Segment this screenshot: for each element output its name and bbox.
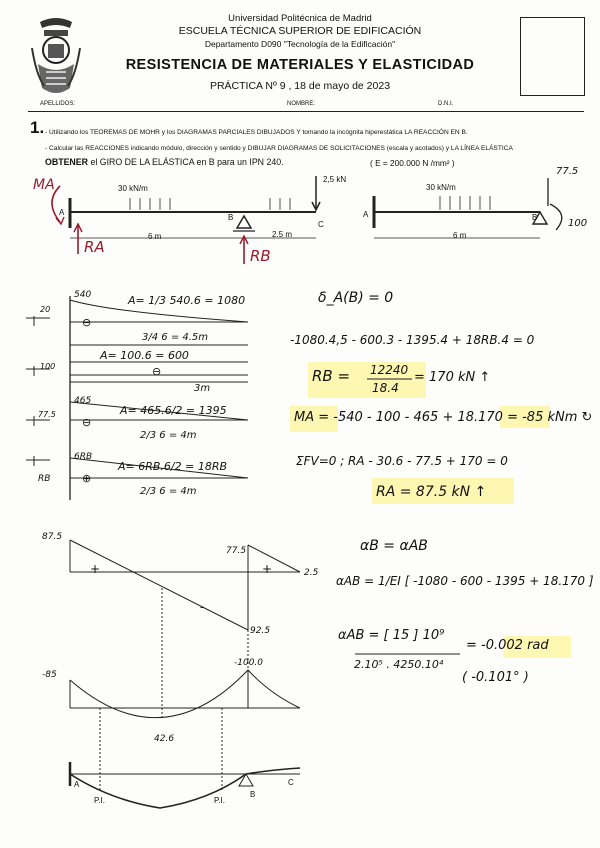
instruction-1: - Utilizando los TEOREMAS DE MOHR y los DIAGRAMAS PARCIALES DIBUJADOS Y tomando la incógnita hiperestática LA REACCIÓN EN B.	[45, 129, 468, 136]
calc-ma: MA = -540 - 100 - 465 + 18.170 = -85 kNm ↻	[294, 410, 593, 425]
problem-number: 1.	[30, 118, 45, 137]
shear-minus: -	[200, 600, 205, 614]
beam1-rb: RB	[250, 247, 271, 265]
calc-alpha-ab: αAB = 1/EI [ -1080 - 600 - 1395 + 18.170 ]	[336, 574, 594, 588]
partial1-sign: ⊖	[82, 316, 92, 329]
department-name: Departamento D090 "Tecnología de la Edificación"	[204, 39, 396, 49]
partial2-side: 100	[40, 362, 56, 371]
moment-m1: -85	[42, 670, 57, 680]
beam1-node-c: C	[318, 220, 324, 229]
beam2-node-a: A	[363, 210, 369, 219]
partial2-sign: ⊖	[152, 365, 162, 378]
beam2-node-b: B	[532, 213, 538, 222]
elastic-pi1: P.I.	[94, 796, 105, 805]
partial1-peak: 540	[74, 290, 92, 300]
calc-rb-num: 12240	[370, 363, 409, 377]
partial3-peak: 465	[74, 396, 92, 406]
partial1-centroid: 3/4 6 = 4.5m	[142, 332, 209, 343]
partial4-area: A= 6RB.6/2 = 18RB	[118, 460, 228, 473]
moment-m2: -100.0	[234, 658, 264, 668]
beam1-load: 30 kN/m	[118, 184, 148, 193]
calc-alpha-eq: αB = αAB	[360, 538, 428, 554]
calc-rb-lhs: RB =	[312, 367, 351, 385]
practice-line: PRÁCTICA Nº 9 , 18 de mayo de 2023	[209, 80, 391, 92]
calc-rb-res: = 170 kN ↑	[414, 370, 491, 385]
highlights	[290, 362, 571, 658]
partial3-sign: ⊖	[82, 416, 92, 429]
partial1-area: A= 1/3 540.6 = 1080	[128, 294, 246, 307]
calc-alpha-num: αAB = [ 15 ] 10⁹	[338, 628, 445, 643]
elastic-a: A	[74, 780, 80, 789]
partial2-area: A= 100.6 = 600	[100, 349, 189, 362]
partial3-area: A= 465.6/2 = 1395	[120, 404, 227, 417]
beam1-span1: 6 m	[148, 232, 162, 241]
moment-m3: 42.6	[154, 734, 175, 744]
modulus-note: ( E = 200.000 N /mm² )	[370, 158, 455, 168]
shear-v3: 92.5	[250, 626, 271, 636]
beam-2	[374, 178, 562, 238]
shear-plus-2: +	[262, 562, 273, 576]
partial3-side: 77.5	[38, 410, 56, 419]
elastic-b: B	[250, 790, 256, 799]
calc-ra: RA = 87.5 kN ↑	[376, 484, 487, 500]
calc-sum-fv: ΣFV=0 ; RA - 30.6 - 77.5 + 170 = 0	[296, 454, 508, 468]
shear-plus: +	[90, 562, 101, 576]
name-label: NOMBRE:	[287, 101, 316, 107]
beam2-moment2: 100	[568, 218, 588, 229]
instruction-2: - Calcular las REACCIONES indicando módulo, dirección y sentido y DIBUJAR DIAGRAMAS DE SOLICITACIONES (escala y acotados) y LA LÍNEA ELÁSTICA	[45, 145, 513, 152]
partial2-centroid: 3m	[194, 383, 211, 394]
partial4-side: RB	[38, 474, 51, 484]
surnames-label: APELLIDOS:	[40, 101, 76, 107]
partial4-peak: 6RB	[74, 452, 93, 462]
elastic-pi2: P.I.	[214, 796, 225, 805]
calc-alpha-deg: ( -0.101° )	[462, 670, 529, 685]
beam1-node-b: B	[228, 213, 234, 222]
elastic-c: C	[288, 778, 294, 787]
partial4-sign: ⊕	[82, 472, 92, 485]
shear-v1: 87.5	[42, 532, 63, 542]
partial3-centroid: 2/3 6 = 4m	[140, 430, 197, 441]
shear-v2: 77.5	[226, 546, 247, 556]
beam1-point-load: 2,5 kN	[323, 175, 347, 184]
beam1-ma: MA	[33, 177, 55, 193]
calc-eq1: -1080.4,5 - 600.3 - 1395.4 + 18RB.4 = 0	[290, 333, 535, 347]
instruction-obtain: OBTENER el GIRO DE LA ELÁSTICA en B para un IPN 240.	[45, 157, 284, 167]
beam1-node-a: A	[59, 208, 65, 217]
calc-rb-den: 18.4	[372, 381, 399, 395]
calc-delta: δ_A(B) = 0	[318, 290, 394, 306]
calc-alpha-res: = -0.002 rad	[466, 638, 549, 653]
beam2-load: 30 kN/m	[426, 183, 456, 192]
shear-v4: 2.5	[304, 568, 319, 578]
university-name: Universidad Politécnica de Madrid	[228, 13, 372, 24]
beam2-span: 6 m	[453, 231, 467, 240]
beam2-moment: 77.5	[556, 166, 579, 177]
calc-alpha-den: 2.10⁵ . 4250.10⁴	[354, 658, 444, 671]
course-title: RESISTENCIA DE MATERIALES Y ELASTICIDAD	[125, 57, 475, 73]
partial1-side: 20	[40, 305, 51, 314]
id-label: D.N.I.	[438, 101, 454, 107]
beam1-span2: 2.5 m	[272, 230, 293, 239]
school-name: ESCUELA TÉCNICA SUPERIOR DE EDIFICACIÓN	[178, 25, 422, 37]
beam1-ra: RA	[84, 238, 105, 256]
partial4-centroid: 2/3 6 = 4m	[140, 486, 197, 497]
